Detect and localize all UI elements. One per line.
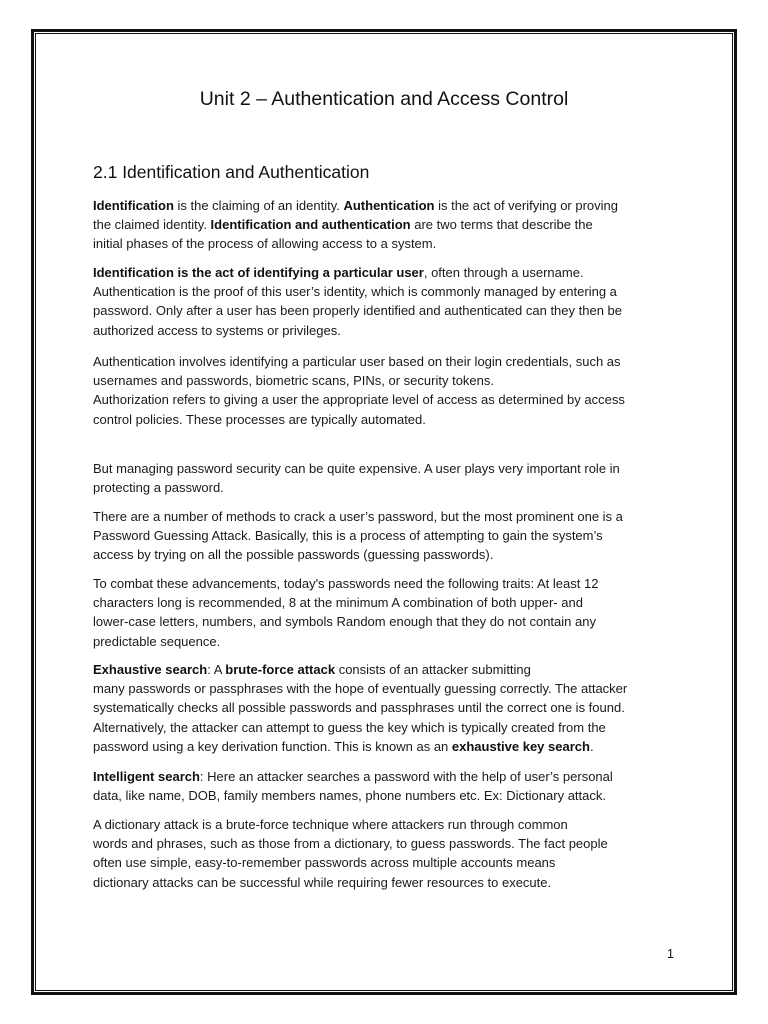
text-line [93,410,675,429]
text-run: Authentication is the proof of this user’s identity, which is commonly managed by entering a [93,284,617,300]
text-line [93,507,675,526]
text-line [93,815,675,834]
text-line [93,301,675,320]
text-line [93,478,675,497]
text-run: control policies. These processes are typically automated. [93,411,426,427]
text-run: password. Only after a user has been properly identified and authenticated can they then be [93,303,623,319]
paragraph-exhaustive-search [93,660,675,756]
text-run: , often through a username. [423,265,584,280]
text-run: A dictionary attack is a brute-force technique where attackers run through common [93,817,568,832]
text-run: usernames and passwords, biometric scans, PINs, or security tokens. [93,373,494,389]
paragraph-password-traits [93,574,675,651]
text-run: consists of an attacker submitting [335,662,531,677]
text-line [93,234,675,253]
page-number: 1 [667,947,674,961]
text-run: Alternatively, the attacker can attempt to guess the key which is typically created from the [93,719,606,735]
paragraph-identification [93,196,675,254]
text-run: predictable sequence. [93,633,221,649]
text-line [93,660,675,679]
text-line [93,545,675,564]
text-run: lower-case letters, numbers, and symbols Random enough that they do not contain any [93,614,596,630]
text-line [93,873,675,892]
text-run: There are a number of methods to crack a user’s password, but the most prominent one is a [93,509,623,524]
text-run: protecting a password. [93,480,224,496]
text-run: systematically checks all possible passwords and passphrases until the correct one is found. [93,700,625,716]
text-run: data, like name, DOB, family members names, phone numbers etc. Ex: Dictionary attack. [93,788,606,804]
text-run: : A [207,662,226,677]
text-run: characters long is recommended, 8 at the minimum A combination of both upper- and [93,595,583,611]
text-run: Authorization refers to giving a user the appropriate level of access as determined by access [93,392,625,408]
text-line [93,526,675,545]
text-run: the claimed identity. [93,217,211,233]
text-run: words and phrases, such as those from a dictionary, to guess passwords. The fact people [93,836,608,852]
text-run: is the claiming of an identity. [173,198,344,213]
text-line [93,593,675,612]
text-line [93,834,675,853]
text-run: But managing password security can be quite expensive. A user plays very important role in [93,461,620,476]
bold-term: Authentication [343,198,435,213]
text-line [93,767,675,786]
text-run: are two terms that describe the [410,217,593,233]
bold-term: Intelligent search [93,769,200,784]
text-run: access by trying on all the possible passwords (guessing passwords). [93,547,494,563]
bold-term: brute-force attack [225,662,336,677]
text-line [93,612,675,631]
text-run: Password Guessing Attack. Basically, this is a process of attempting to gain the system’s [93,528,603,544]
text-line [93,215,675,234]
text-line [93,853,675,872]
paragraph-intelligent-search [93,767,675,805]
bold-term: Identification and authentication [210,217,411,233]
bold-term: Exhaustive search [93,662,208,677]
text-line [93,282,675,301]
text-run: dictionary attacks can be successful while requiring fewer resources to execute. [93,874,552,890]
text-line [93,786,675,805]
text-run: password using a key derivation function. This is known as an [93,738,452,754]
text-run: initial phases of the process of allowing access to a system. [93,236,437,252]
paragraph-dictionary-attack [93,815,675,892]
document-title: Unit 2 – Authentication and Access Control [199,88,569,110]
bold-term: Identification is the act of identifying a particular user [93,265,424,280]
text-line [93,352,675,371]
text-line [93,196,675,215]
text-line [93,679,675,698]
text-line [93,390,675,409]
section-heading: 2.1 Identification and Authentication [93,162,370,182]
text-line [93,718,675,737]
text-line [93,574,675,593]
text-run: often use simple, easy-to-remember passwords across multiple accounts means [93,855,556,871]
paragraph-password-security [93,459,675,497]
bold-term: exhaustive key search [451,738,590,754]
text-line [93,459,675,478]
text-line [93,321,675,340]
text-run: To combat these advancements, today's passwords need the following traits: At least 12 [93,576,599,591]
text-run: many passwords or passphrases with the hope of eventually guessing correctly. The attacker [93,681,628,697]
text-line [93,263,675,282]
text-line [93,632,675,651]
text-run: is the act of verifying or proving [434,198,618,213]
text-line [93,737,675,756]
paragraph-identification-act [93,263,675,340]
paragraph-authentication-authorization [93,352,675,429]
bold-term: Identification [93,198,174,213]
text-run: : Here an attacker searches a password with the help of user’s personal [199,769,613,784]
text-run: . [589,738,594,754]
text-line [93,371,675,390]
text-run: Authentication involves identifying a particular user based on their login credentials, such as [93,354,621,369]
paragraph-password-guessing [93,507,675,565]
text-run: authorized access to systems or privileges. [93,322,341,338]
text-line [93,698,675,717]
